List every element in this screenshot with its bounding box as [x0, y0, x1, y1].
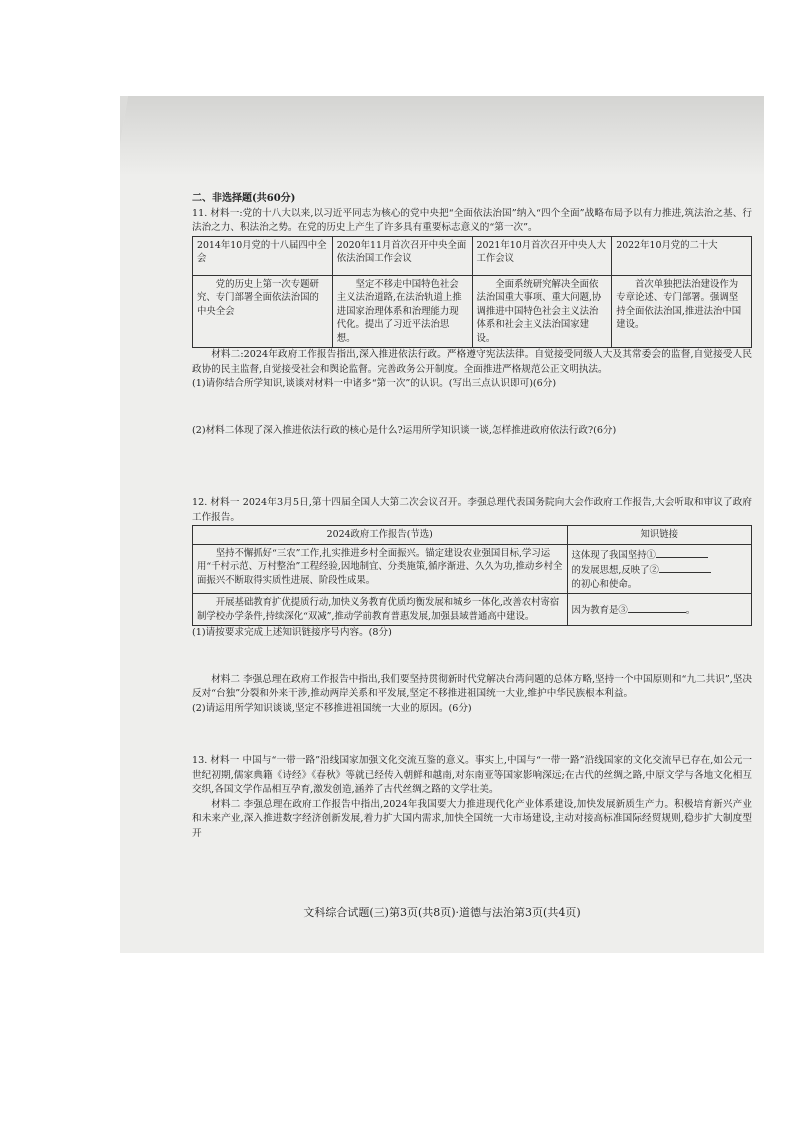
- q13-material1: 13. 材料一 中国与“一带一路”沿线国家加强文化交流互鉴的意义。事实上,中国与“一带一路”沿线国家的文化交流早已存在,如公元一世纪初期,儒家典籍《诗经》《春秋》等就已经传入朝鲜和越南,对东南亚等国家影响深远;在古代的丝绸之路,中原文学与各地文化相互交织,各国文学作品相互孕育,激发创造,涵养了古代丝绸之路的文学壮美。: [192, 755, 752, 795]
- section-title: 二、非选择题(共60分): [192, 193, 296, 204]
- q13-material2: 材料二 李强总理在政府工作报告中指出,2024年我国要大力推进现代化产业体系建设,加快发展新质生产力。积极培育新兴产业和未来产业,深入推进数字经济创新发展,着力扩大国内需求,加快全国统一大市场建设,主动对接高标准国际经贸规则,稳步扩大制度型开: [192, 798, 752, 839]
- photo-frame: [120, 96, 764, 953]
- q12-table-header-right: 知识链接: [567, 526, 751, 545]
- exam-content: [192, 192, 752, 841]
- blank-1[interactable]: [656, 547, 708, 558]
- answer-space[interactable]: [192, 438, 752, 496]
- q12-material1: 12. 材料一 2024年3月5日,第十四届全国人大第二次会议召开。李强总理代表国务院向大会作政府工作报告,大会听取和审议了政府工作报告。: [192, 497, 752, 523]
- link-text: 的发展思想,反映了②: [571, 565, 659, 576]
- answer-space[interactable]: [192, 641, 752, 673]
- q11-question-1: (1)请你结合所学知识,谈谈对材料一中诸多“第一次”的认识。(写出三点认识即可)(6分): [192, 378, 557, 389]
- shadow: [120, 96, 764, 176]
- link-text: 这体现了我国坚持①: [571, 549, 656, 561]
- link-text: 因为教育是③: [571, 604, 628, 616]
- q12-material2: 材料二 李强总理在政府工作报告中指出,我们要坚持贯彻新时代党解决台湾问题的总体方略,坚持一个中国原则和“九二共识”,坚决反对“台独”分裂和外来干涉,推动两岸关系和平发展,坚定不移推进祖国统一大业,维护中华民族根本利益。: [192, 673, 752, 699]
- q11-table-header: 2020年11月首次召开中央全面依法治国工作会议: [332, 236, 472, 275]
- q11-table-header: 2021年10月首次召开中央人大工作会议: [472, 236, 612, 275]
- q12-question-2: (2)请运用所学知识谈谈,坚定不移推进祖国统一大业的原因。(6分): [192, 702, 472, 714]
- q11-material2: 材料二:2024年政府工作报告指出,深入推进依法行政。严格遵守宪法法律。自觉接受同级人大及其常委会的监督,自觉接受人民政协的民主监督,自觉接受社会和舆论监督。完善政务公开制度。全面推进严格规范公正文明执法。: [192, 349, 752, 375]
- q12-knowledge-link-2: [567, 594, 751, 626]
- blank-2[interactable]: [659, 562, 711, 573]
- link-text-end: 。: [685, 604, 696, 616]
- q11-table: [192, 236, 752, 349]
- q11-material1: 11. 材料一:党的十八大以来,以习近平同志为核心的党中央把“全面依法治国”纳入“四个全面”战略布局予以有力推进,筑法治之基、行法治之力、积法治之势。在党的历史上产生了许多具有重要标志意义的“第一次”。: [192, 207, 752, 233]
- q11-question-2: (2)材料二体现了深入推进依法行政的核心是什么?运用所学知识谈一谈,怎样推进政府依法行政?(6分): [192, 424, 617, 436]
- q12-table-row2-left: 开展基础教育扩优提质行动,加快义务教育优质均衡发展和城乡一体化,改善农村寄宿制学校办学条件,持续深化“双减”,推动学前教育普惠发展,加强县域普通高中建设。: [193, 594, 568, 626]
- link-text: 的初心和使命。: [571, 578, 638, 590]
- q12-table-row1-left: 坚持不懈抓好“三农”工作,扎实推进乡村全面振兴。锚定建设农业强国目标,学习运用“千村示范、万村整治”工程经验,因地制宜、分类施策,循序渐进、久久为功,推动乡村全面振兴不断取得实质性进展、阶段性成果。: [193, 544, 568, 594]
- q12-knowledge-link-1: [567, 544, 751, 594]
- answer-space[interactable]: [192, 392, 752, 424]
- q11-table-cell: 首次单独把法治建设作为专章论述、专门部署。强调坚持全面依法治国,推进法治中国建设。: [612, 275, 752, 348]
- answer-space[interactable]: [192, 716, 752, 754]
- q12-table: [192, 525, 752, 626]
- q11-table-header: 2022年10月党的二十大: [612, 236, 752, 275]
- q12-question-1: (1)请按要求完成上述知识链接序号内容。(8分): [192, 627, 392, 638]
- page-footer: 文科综合试题(三)第3页(共8页)·道德与法治第3页(共4页): [303, 906, 581, 919]
- q12-table-header-left: 2024政府工作报告(节选): [193, 526, 568, 545]
- q11-table-cell: 全面系统研究解决全面依法治国重大事项、重大问题,协调推进中国特色社会主义法治体系和社会主义法治国家建设。: [472, 275, 612, 348]
- blank-3[interactable]: [628, 602, 686, 613]
- q11-table-header: 2014年10月党的十八届四中全会: [193, 236, 333, 275]
- q11-table-cell: 坚定不移走中国特色社会主义法治道路,在法治轨道上推进国家治理体系和治理能力现代化。提出了习近平法治思想。: [332, 275, 472, 348]
- q11-table-cell: 党的历史上第一次专题研究、专门部署全面依法治国的中央全会: [193, 275, 333, 348]
